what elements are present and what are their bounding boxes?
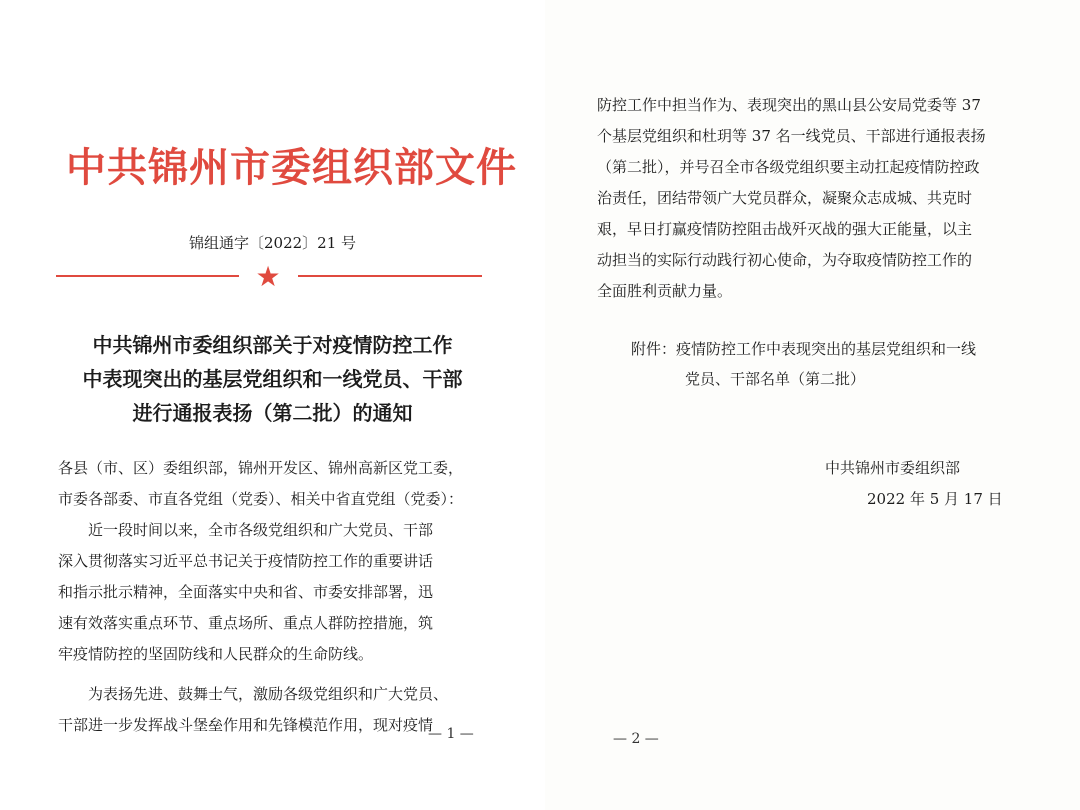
paragraph-line: 近一段时间以来，全市各级党组织和广大党员、干部 xyxy=(58,521,434,539)
signature-date: 2022 年 5 月 17 日 xyxy=(867,490,1003,508)
addressee-line: 市委各部委、市直各党组（党委）、相关中省直党组（党委）： xyxy=(58,490,464,508)
addressee-line: 各县（市、区）委组织部，锦州开发区、锦州高新区党工委， xyxy=(58,459,464,477)
paragraph-line: 动担当的实际行动践行初心使命，为夺取疫情防控工作的 xyxy=(597,251,973,269)
red-divider-left xyxy=(56,275,239,277)
body-text-page-2 xyxy=(597,90,1037,307)
attachment-line: 党员、干部名单（第二批） xyxy=(685,370,866,388)
attachment-line: 附件：疫情防控工作中表现突出的基层党组织和一线 xyxy=(631,340,977,358)
signature-org: 中共锦州市委组织部 xyxy=(825,459,961,477)
page-number: — 1 — xyxy=(428,726,474,742)
red-divider-right xyxy=(298,275,482,277)
document-number: 锦组通字〔2022〕21 号 xyxy=(188,234,357,252)
paragraph-line: 全面胜利贡献力量。 xyxy=(597,282,733,300)
paragraph-line: （第二批），并号召全市各级党组织要主动扛起疫情防控政 xyxy=(597,158,980,176)
paragraph-line: 牢疫情防控的坚固防线和人民群众的生命防线。 xyxy=(58,645,374,663)
paragraph-line: 和指示批示精神，全面落实中央和省、市委安排部署，迅 xyxy=(58,583,434,601)
attachment-note xyxy=(631,334,1031,394)
paragraph-line: 干部进一步发挥战斗堡垒作用和先锋模范作用，现对疫情 xyxy=(58,716,434,734)
paragraph-line: 防控工作中担当作为、表现突出的黑山县公安局党委等 37 xyxy=(597,96,981,114)
document-masthead: 中共锦州市委组织部文件 xyxy=(66,145,517,191)
notice-title xyxy=(30,328,515,430)
paragraph-line: 个基层党组织和杜玥等 37 名一线党员、干部进行通报表扬 xyxy=(597,127,986,145)
notice-title-line: 进行通报表扬（第二批）的通知 xyxy=(132,401,413,425)
body-text-page-1 xyxy=(58,453,488,741)
page-number: — 2 — xyxy=(613,731,659,747)
paragraph-line: 艰，早日打赢疫情防控阻击战歼灭战的强大正能量，以主 xyxy=(597,220,973,238)
notice-title-line: 中表现突出的基层党组织和一线党员、干部 xyxy=(82,367,463,391)
notice-title-line: 中共锦州市委组织部关于对疫情防控工作 xyxy=(92,333,453,357)
page-2 xyxy=(545,0,1080,810)
paragraph-line: 为表扬先进、鼓舞士气，激励各级党组织和广大党员、 xyxy=(58,685,449,703)
paragraph-line: 深入贯彻落实习近平总书记关于疫情防控工作的重要讲话 xyxy=(58,552,434,570)
star-icon: ★ xyxy=(255,260,281,293)
paragraph-line: 速有效落实重点环节、重点场所、重点人群防控措施，筑 xyxy=(58,614,434,632)
paragraph-line: 治责任，团结带领广大党员群众，凝聚众志成城、共克时 xyxy=(597,189,973,207)
signature-block xyxy=(825,453,1045,515)
